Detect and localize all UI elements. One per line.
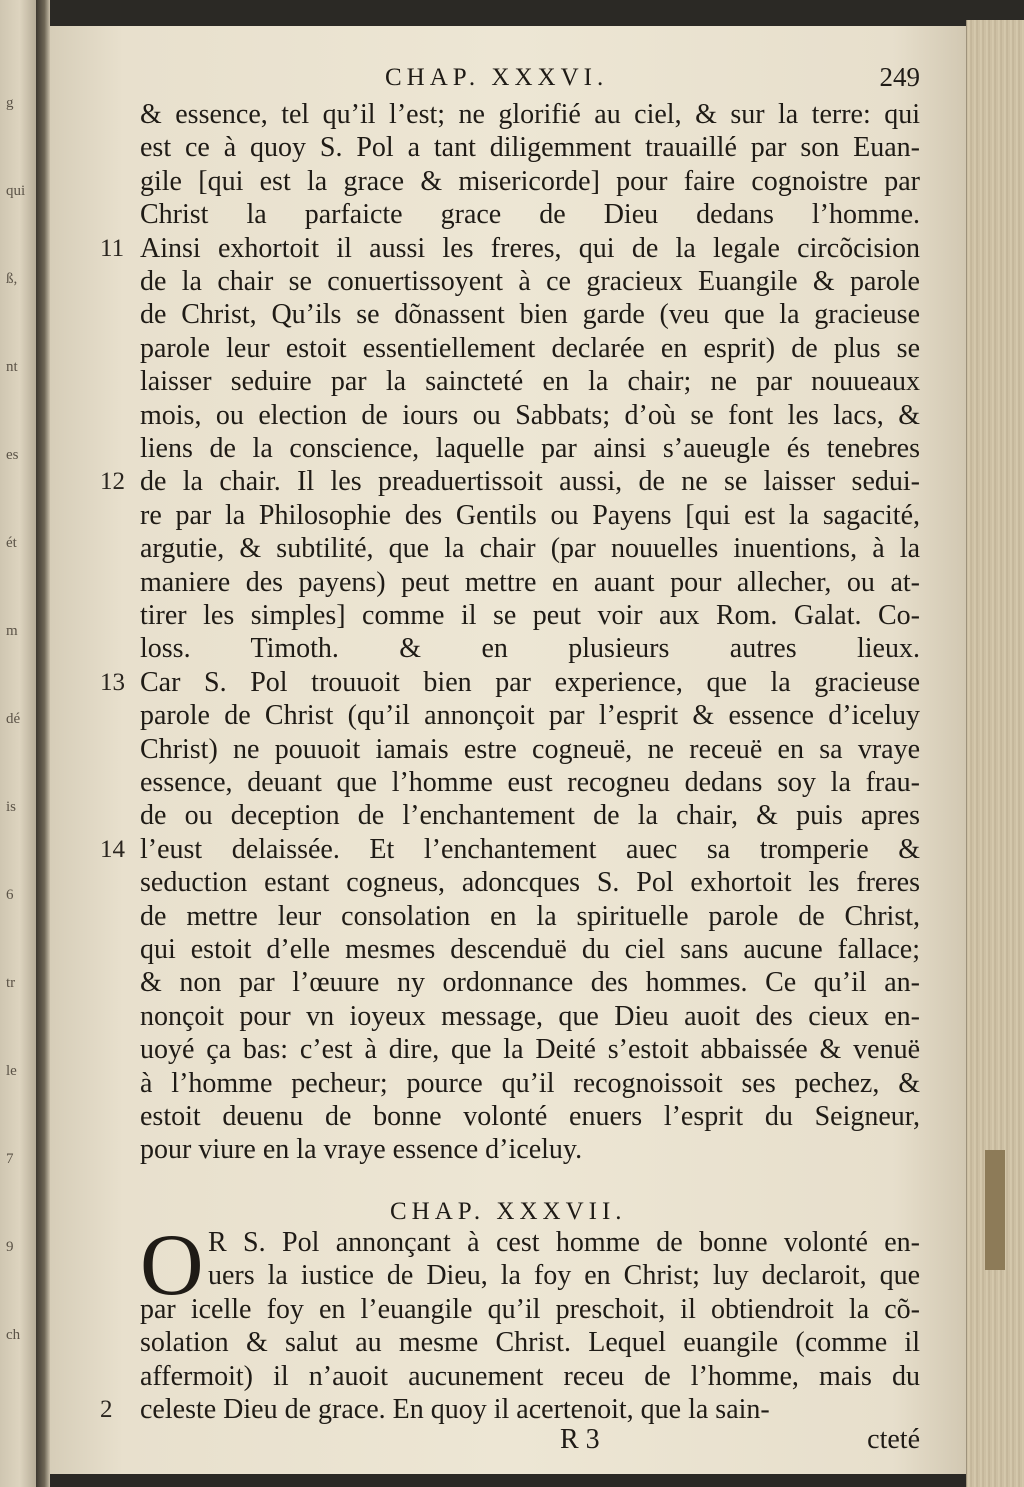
facing-page-fragment: 6 bbox=[6, 887, 14, 903]
facing-page-fragment: nt bbox=[6, 359, 18, 375]
facing-page-fragment: ét bbox=[6, 535, 17, 551]
facing-page-fragment: es bbox=[6, 447, 19, 463]
text-line: & non par l’œuure ny ordonnance des hommes. Ce qu’il an- bbox=[140, 967, 920, 999]
facing-page-fragment: ch bbox=[6, 1327, 21, 1343]
verse-number: 13 bbox=[100, 668, 125, 696]
text-line: affermoit) il n’auoit aucunement receu de l’homme, mais du bbox=[140, 1360, 920, 1392]
text-line: gile [qui est la grace & misericorde] pour faire cognoistre par bbox=[140, 165, 920, 197]
text-line: mois, ou election de iours ou Sabbats; d’où se font les lacs, & bbox=[140, 399, 920, 431]
text-line: Car S. Pol trouuoit bien par experience, que la gracieuse bbox=[140, 666, 920, 698]
text-line: maniere des payens) peut mettre en auant pour allecher, ou at- bbox=[140, 566, 920, 598]
text-line: de Christ, Qu’ils se dõnassent bien garde (veu que la gracieuse bbox=[140, 299, 920, 331]
facing-page-fragment: dé bbox=[6, 711, 21, 727]
chapter-heading: CHAP. XXXVII. bbox=[390, 1198, 627, 1225]
text-line: tirer les simples] comme il se peut voir aux Rom. Galat. Co- bbox=[140, 600, 920, 631]
text-line: re par la Philosophie des Gentils ou Payens [qui est la sagacité, bbox=[140, 499, 920, 531]
page-number: 249 bbox=[879, 62, 920, 92]
text-line: celeste Dieu de grace. En quoy il acertenoit, que la sain- bbox=[140, 1394, 770, 1425]
text-line: Christ) ne pouuoit iamais estre cogneuë, ne receuë en sa vraye bbox=[140, 733, 920, 765]
facing-page-fragment: is bbox=[6, 799, 17, 815]
facing-page-fragment: g bbox=[6, 95, 14, 111]
page-tab bbox=[985, 1150, 1005, 1270]
recto-page bbox=[50, 26, 966, 1474]
facing-page-fragment: ß, bbox=[6, 271, 18, 287]
text-line: liens de la conscience, laquelle par ainsi s’aueugle és tenebres bbox=[140, 433, 920, 464]
text-line: de mettre leur consolation en la spirituelle parole de Christ, bbox=[140, 900, 920, 932]
facing-page-fragment: qui bbox=[6, 183, 26, 199]
text-line: Christ la parfaicte grace de Dieu dedans l’homme. bbox=[140, 199, 920, 231]
text-line: & essence, tel qu’il l’est; ne glorifié au ciel, & sur la terre: qui bbox=[140, 99, 920, 130]
text-line: argutie, & subtilité, que la chair (par nouuelles inuentions, à la bbox=[140, 533, 920, 565]
text-line: uoyé ça bas: c’est à dire, que la Deité s’estoit abbaissée & venuë bbox=[140, 1034, 920, 1066]
verse-number: 2 bbox=[100, 1396, 113, 1423]
running-title: CHAP. XXXVI. bbox=[385, 64, 609, 91]
text-line: estoit deuenu de bonne volonté enuers l’esprit du Seigneur, bbox=[140, 1101, 920, 1132]
facing-page-fragment: 7 bbox=[6, 1151, 14, 1167]
book-gutter bbox=[36, 0, 50, 1487]
verse-number: 12 bbox=[100, 468, 125, 496]
text-line: Ainsi exhortoit il aussi les freres, qui de la legale circõcision bbox=[140, 232, 920, 264]
signature-mark: R 3 bbox=[560, 1424, 600, 1455]
facing-page-fragment: tr bbox=[6, 975, 16, 991]
verse-number: 11 bbox=[100, 234, 125, 262]
text-line: est ce à quoy S. Pol a tant diligemment trauaillé par son Euan- bbox=[140, 132, 920, 164]
drop-cap-initial: O bbox=[140, 1217, 204, 1314]
text-line: parole de Christ (qu’il annonçoit par l’esprit & essence d’iceluy bbox=[140, 700, 920, 732]
text-line: solation & salut au mesme Christ. Lequel euangile (comme il bbox=[140, 1327, 920, 1359]
text-line: à l’homme pecheur; pource qu’il recognoissoit ses pechez, & bbox=[140, 1067, 920, 1099]
text-line: pour viure en la vraye essence d’iceluy. bbox=[140, 1134, 583, 1166]
facing-page-edge bbox=[0, 0, 37, 1487]
text-line: par icelle foy en l’euangile qu’il preschoit, il obtiendroit la cõ- bbox=[140, 1293, 920, 1325]
text-line: parole leur estoit essentiellement declarée en esprit) de plus se bbox=[140, 332, 920, 364]
text-line: essence, deuant que l’homme eust recogneu dedans soy la frau- bbox=[140, 767, 920, 798]
catchword: cteté bbox=[867, 1424, 920, 1455]
text-line: nonçoit pour vn ioyeux message, que Dieu auoit des cieux en- bbox=[140, 1000, 920, 1032]
verse-number: 14 bbox=[100, 835, 125, 863]
text-line: de ou deception de l’enchantement de la chair, & puis apres bbox=[140, 800, 920, 832]
text-line: l’eust delaissée. Et l’enchantement auec sa tromperie & bbox=[140, 833, 920, 865]
text-line: de la chair. Il les preaduertissoit aussi, de ne se laisser sedui- bbox=[140, 466, 920, 498]
text-line: laisser seduire par la saincteté en la chair; ne par nouueaux bbox=[140, 366, 920, 398]
text-line: R S. Pol annonçant à cest homme de bonne volonté en- bbox=[208, 1227, 920, 1258]
text-line: uers la iustice de Dieu, la foy en Christ; luy declaroit, que bbox=[208, 1260, 920, 1292]
text-line: seduction estant cogneus, adoncques S. Pol exhortoit les freres bbox=[140, 867, 920, 899]
facing-page-fragment: le bbox=[6, 1063, 17, 1079]
facing-page-fragment: 9 bbox=[6, 1239, 14, 1255]
text-line: loss. Timoth. & en plusieurs autres lieux. bbox=[140, 633, 920, 665]
facing-page-fragment: m bbox=[6, 623, 18, 639]
text-line: de la chair se conuertissoyent à ce gracieux Euangile & parole bbox=[140, 266, 920, 297]
text-line: qui estoit d’elle mesmes descenduë du ciel sans aucune fallace; bbox=[140, 934, 920, 965]
